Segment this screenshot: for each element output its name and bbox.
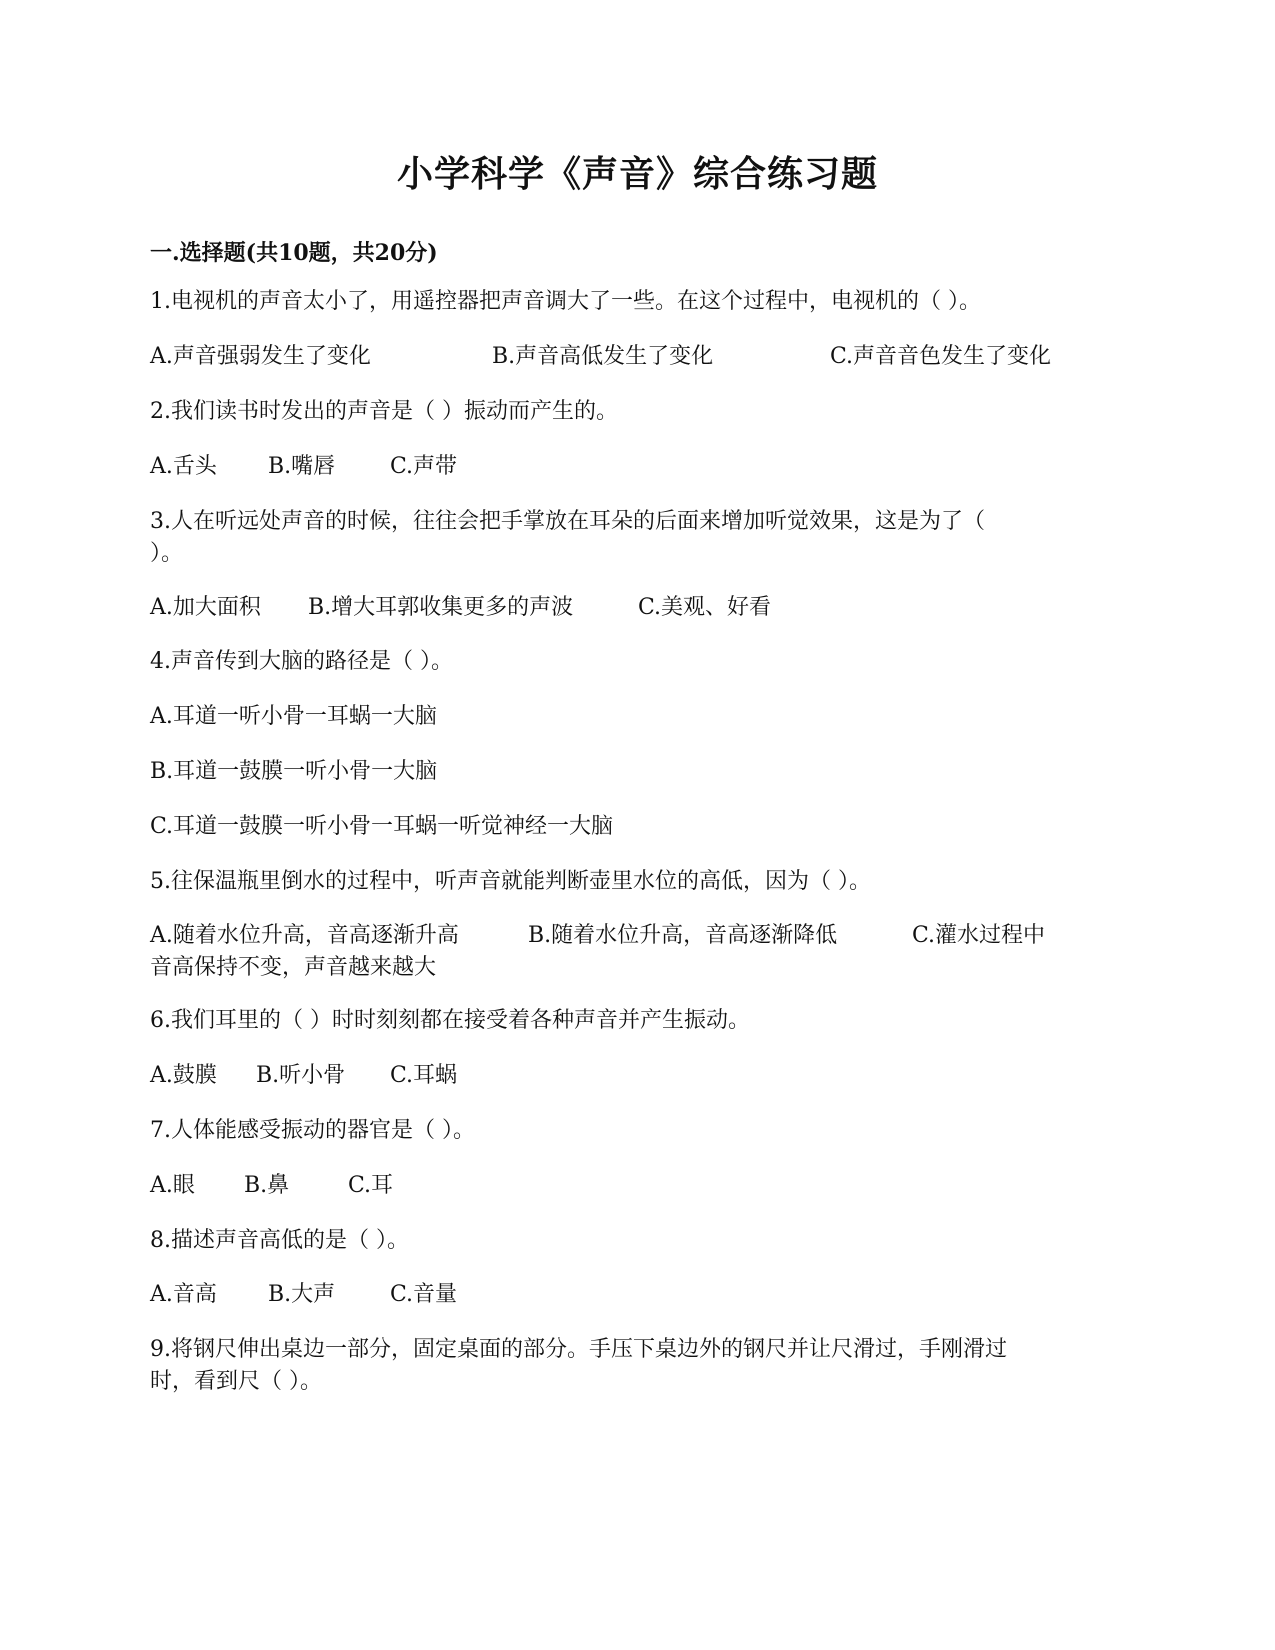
question-7-stem: 7.人体能感受振动的器官是（ ）。 <box>150 1118 475 1143</box>
option-c: C.声带 <box>390 454 458 479</box>
question-2-stem: 2.我们读书时发出的声音是（ ）振动而产生的。 <box>150 399 618 424</box>
question-1-stem: 1.电视机的声音太小了，用遥控器把声音调大了一些。在这个过程中，电视机的（ ）。 <box>150 289 981 314</box>
question-4-option-a: A.耳道一听小骨一耳蜗一大脑 <box>150 704 437 729</box>
question-9-stem-line-1: 9.将钢尺伸出桌边一部分，固定桌面的部分。手压下桌边外的钢尺并让尺滑过，手刚滑过 <box>150 1337 1007 1362</box>
option-b: B.随着水位升高，音高逐渐降低 <box>528 923 838 948</box>
option-a: A.音高 <box>150 1282 217 1307</box>
question-9-stem-line-2: 时，看到尺（ ）。 <box>150 1369 322 1394</box>
question-4-stem: 4.声音传到大脑的路径是（ ）。 <box>150 649 453 674</box>
option-c: C.美观、好看 <box>638 595 772 620</box>
option-c: C.耳蜗 <box>390 1063 458 1088</box>
option-a: A.加大面积 <box>150 595 261 620</box>
question-3-stem-line-1: 3.人在听远处声音的时候，往往会把手掌放在耳朵的后面来增加听觉效果，这是为了（ <box>150 509 985 534</box>
question-6-stem: 6.我们耳里的（ ）时时刻刻都在接受着各种声音并产生振动。 <box>150 1008 750 1033</box>
option-b: B.声音高低发生了变化 <box>492 344 714 369</box>
page-title: 小学科学《声音》综合练习题 <box>396 153 878 195</box>
option-b: B.增大耳郭收集更多的声波 <box>308 595 574 620</box>
option-c: C.音量 <box>390 1282 458 1307</box>
question-5-stem: 5.往保温瓶里倒水的过程中，听声音就能判断壶里水位的高低，因为（ ）。 <box>150 869 871 894</box>
question-8-stem: 8.描述声音高低的是（ ）。 <box>150 1228 409 1253</box>
question-4-option-c: C.耳道一鼓膜一听小骨一耳蜗一听觉神经一大脑 <box>150 814 614 839</box>
option-c: C.声音音色发生了变化 <box>830 344 1052 369</box>
question-3-stem-line-2: ）。 <box>150 541 184 566</box>
option-a: A.眼 <box>150 1173 195 1198</box>
option-c: C.灌水过程中 <box>912 923 1046 948</box>
option-b: B.鼻 <box>244 1173 290 1198</box>
option-b: B.嘴唇 <box>268 454 336 479</box>
option-b: B.大声 <box>268 1282 336 1307</box>
question-5-options-continued: 音高保持不变，声音越来越大 <box>150 955 437 980</box>
option-b: B.听小骨 <box>256 1063 346 1088</box>
option-a: A.声音强弱发生了变化 <box>150 344 371 369</box>
question-4-option-b: B.耳道一鼓膜一听小骨一大脑 <box>150 759 438 784</box>
section-heading: 一.选择题(共10题，共20分) <box>150 240 438 266</box>
option-a: A.舌头 <box>150 454 217 479</box>
option-a: A.随着水位升高，音高逐渐升高 <box>150 923 459 948</box>
option-c: C.耳 <box>348 1173 394 1198</box>
option-a: A.鼓膜 <box>150 1063 217 1088</box>
